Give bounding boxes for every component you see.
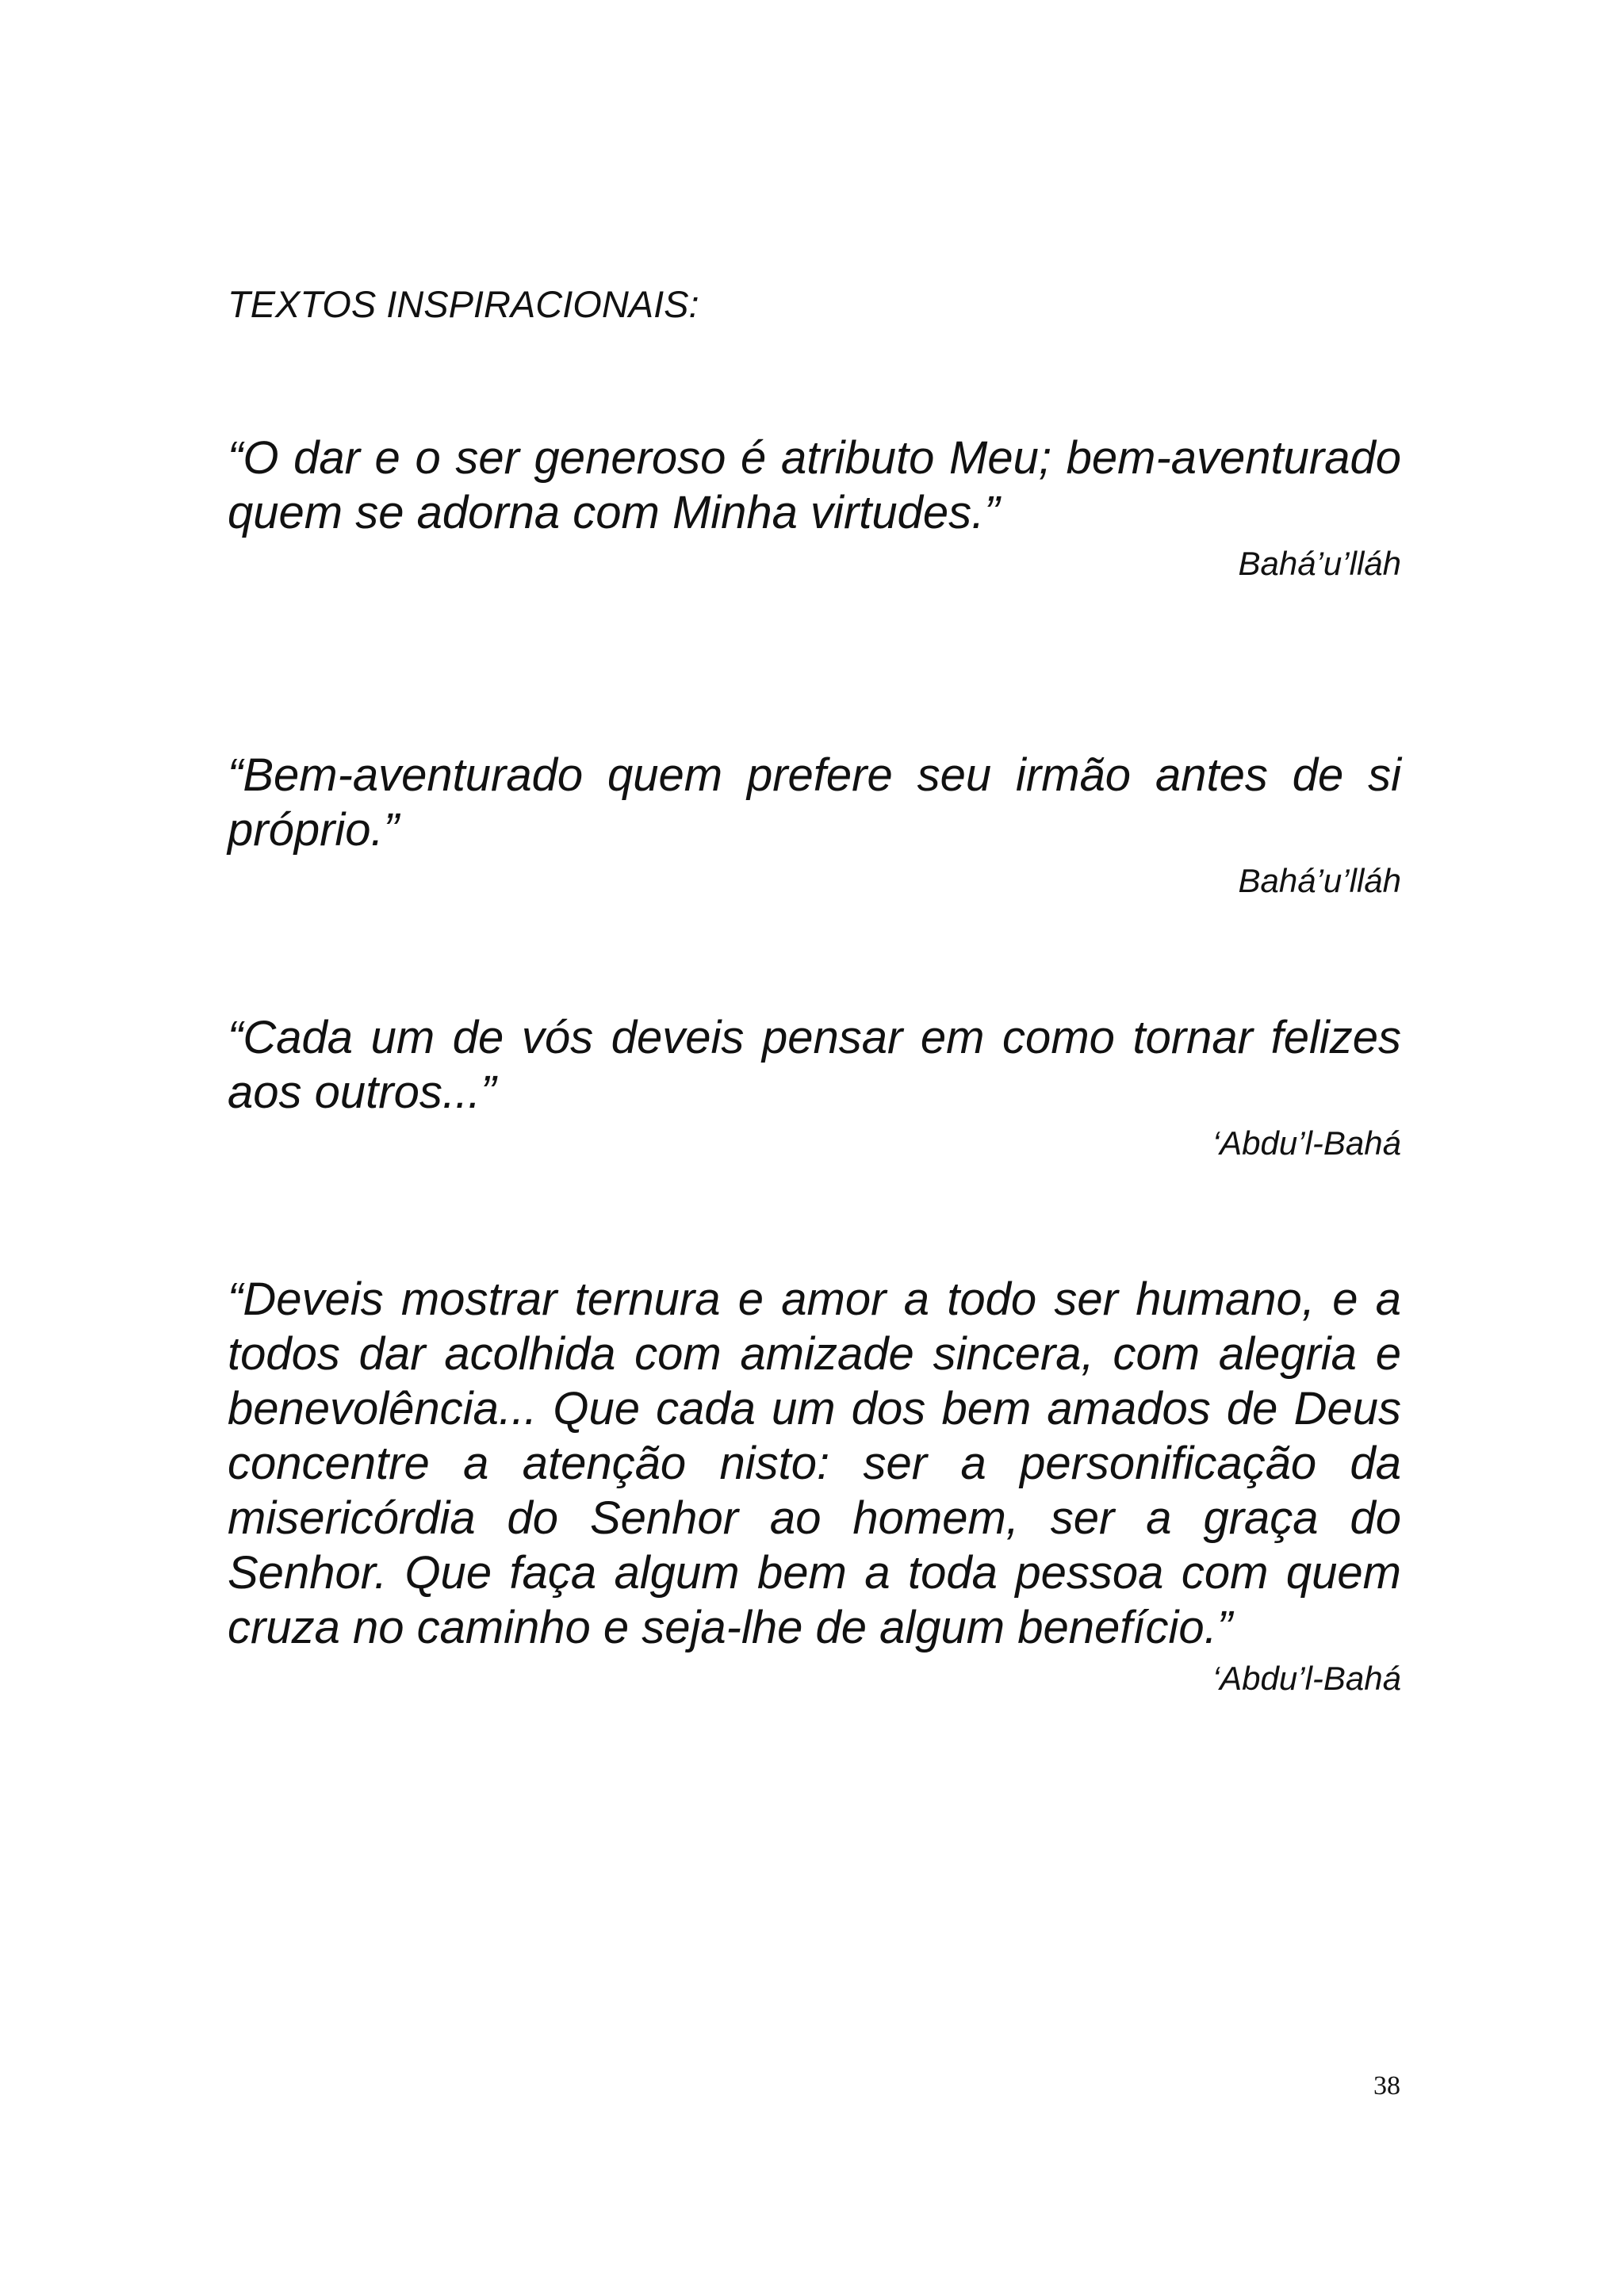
- quote-attribution: Bahá’u’lláh: [1238, 545, 1401, 582]
- quote-attribution: ‘Abdu’l-Bahá: [1212, 1660, 1401, 1697]
- section-heading: TEXTOS INSPIRACIONAIS:: [228, 283, 699, 325]
- quote-text: “Deveis mostrar ternura e amor a todo ser humano, e a todos dar acolhida com amizade sincera, com alegria e benevolência... Que cada um dos bem amados de Deus concentre a atenção nisto: ser a personificação da misericórdia do Senhor ao homem, ser a graça do Senhor. Que faça algum bem a toda pessoa com quem cruza no caminho e seja-lhe de algum benefício.”: [228, 1273, 1401, 1653]
- quote-text: “Cada um de vós deveis pensar em como tornar felizes aos outros...”: [228, 1012, 1401, 1118]
- quote-text: “O dar e o ser generoso é atributo Meu; bem-aventurado quem se adorna com Minha virtudes.”: [228, 432, 1401, 538]
- quote-attribution: Bahá’u’lláh: [1238, 862, 1401, 899]
- quote-block: [228, 1010, 1401, 1164]
- page-number: 38: [1373, 2071, 1400, 2101]
- quote-block: [228, 431, 1401, 584]
- quote-text: “Bem-aventurado quem prefere seu irmão antes de si próprio.”: [228, 749, 1401, 856]
- quote-block: [228, 1272, 1401, 1699]
- quote-attribution: ‘Abdu’l-Bahá: [1212, 1124, 1401, 1162]
- quote-block: [228, 748, 1401, 902]
